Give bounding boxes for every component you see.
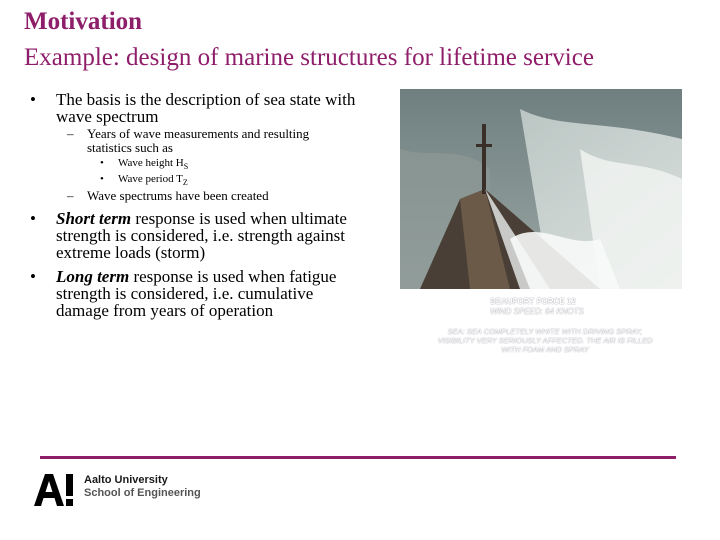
caption-sea-description: SEA: SEA COMPLETELY WHITE WITH DRIVING SPRAY, VISIBILITY VERY SERIOUSLY AFFECTED. THE AIR IS FILLED WITH FOAM AND SPRAY — [437, 327, 653, 354]
sub-bullet-text: Years of wave measurements and resulting statistics such as — [87, 126, 310, 155]
caption-beaufort: BEAUFORT FORCE 12 — [490, 297, 576, 306]
subsub-bullet-wave-height — [100, 157, 189, 172]
aalto-logo-icon — [32, 472, 76, 508]
bullet-text: The basis is the description of sea state with wave spectrum — [56, 90, 356, 126]
sub-bullet-measurements — [67, 126, 310, 155]
bullet-text: Long term response is used when fatigue strength is considered, i.e. cumulative damage from years of operation — [56, 267, 337, 320]
caption-wind-speed: WIND SPEED: 64 KNOTS — [490, 307, 584, 316]
sub-bullet-text: Wave spectrums have been created — [87, 188, 269, 203]
bullet-dot: • — [30, 90, 36, 109]
footer-divider — [40, 456, 676, 459]
bullet-dot: • — [100, 157, 104, 169]
university-name: Aalto University — [84, 474, 168, 486]
bullet-dot: • — [30, 209, 36, 228]
bullet-text: Short term response is used when ultimate strength is considered, i.e. strength against extreme loads (storm) — [56, 209, 347, 262]
school-name: School of Engineering — [84, 487, 201, 499]
slide-title: Motivation — [24, 8, 143, 35]
emphasis-short-term: Short term — [56, 209, 132, 228]
slide-subtitle: Example: design of marine structures for lifetime service — [24, 44, 594, 71]
emphasis-long-term: Long term — [56, 267, 130, 286]
bullet-dot: • — [100, 173, 104, 185]
dash-marker: – — [67, 126, 74, 141]
sub-bullet-spectrums — [67, 188, 269, 203]
aalto-logo — [32, 472, 76, 513]
dash-marker: – — [67, 188, 74, 203]
bullet-dot: • — [30, 267, 36, 286]
subsub-bullet-wave-period — [100, 173, 188, 188]
storm-ship-photo — [400, 89, 682, 361]
subsub-text: Wave period $T_Z$ — [118, 173, 188, 188]
subsub-text: Wave height $H_S$ — [118, 157, 189, 172]
